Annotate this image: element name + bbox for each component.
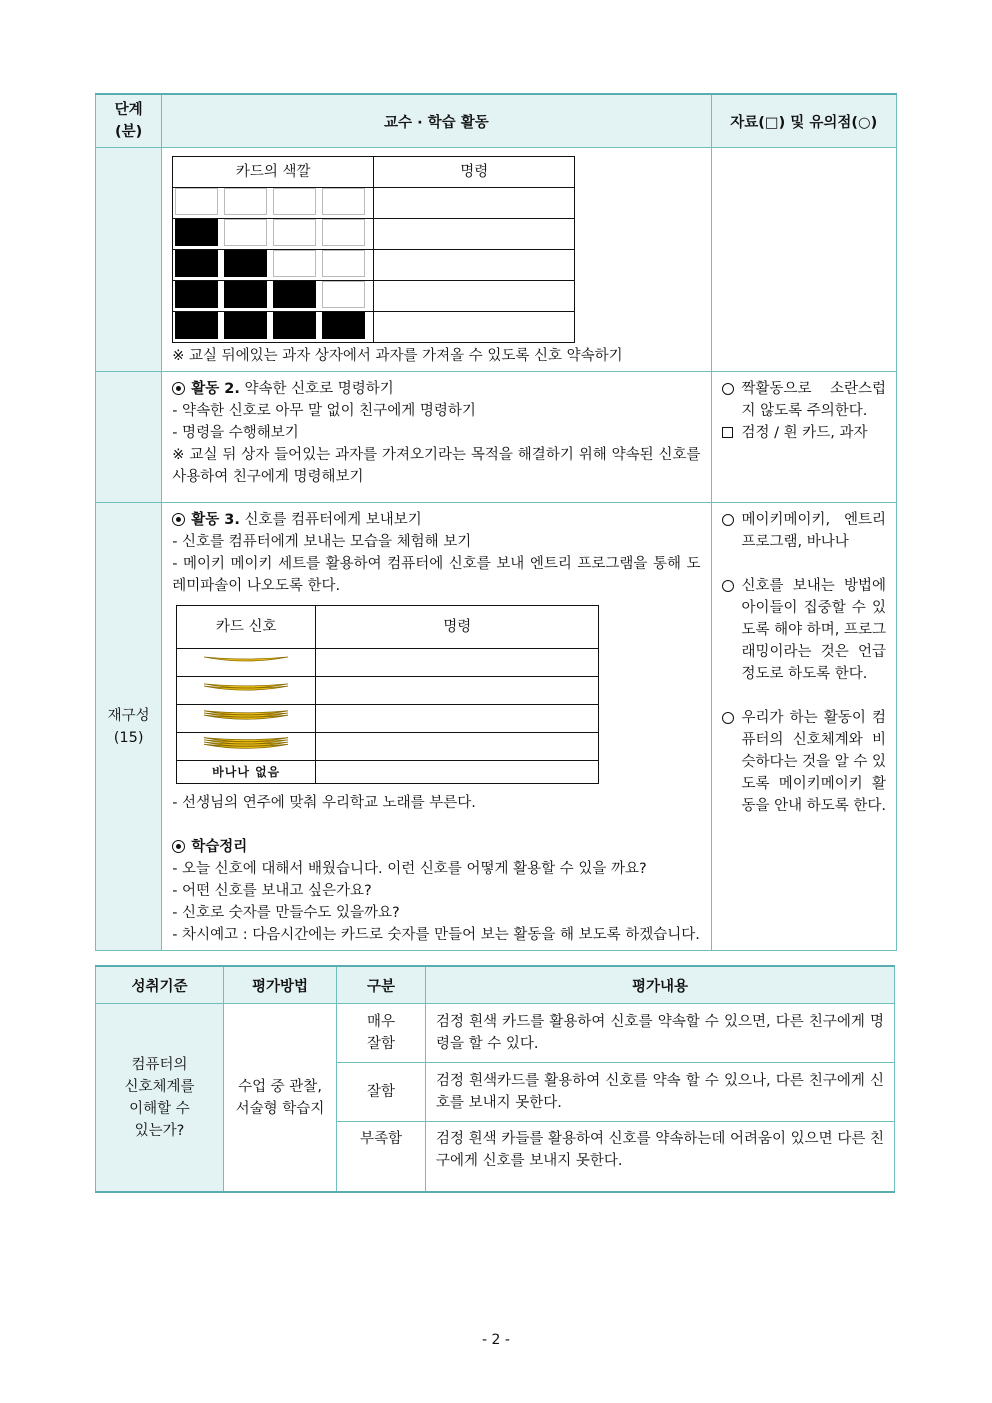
row-card-table [96,148,897,372]
black-card [175,219,218,246]
eval-content: 검정 흰색카드를 활용하여 신호를 약속 할 수 있으나, 다른 친구에게 신호를 보내지 못한다. [426,1063,895,1122]
command-cell [316,733,599,761]
card-color-cell [173,250,374,281]
stage-minutes: (15) [113,729,144,746]
summary-line: - 어떤 신호를 보내고 싶은가요? [172,883,372,899]
summary-line: - 차시예고 : 다음시간에는 카드로 숫자를 만들어 보는 활동을 해 보도록 하겠습니다. [172,927,700,943]
target-bullet-icon [172,513,185,526]
eval-level: 잘함 [337,1063,426,1122]
banana-row [177,677,599,705]
command-cell [374,281,575,312]
banana-row-none [177,761,599,784]
card-row [173,188,575,219]
command-cell [374,219,575,250]
circle-icon [722,383,734,395]
activity-3-cell [162,503,711,951]
white-card [322,250,365,277]
summary-lines [172,858,700,946]
material-item [722,707,886,817]
target-bullet-icon [172,382,185,395]
command-cell [374,250,575,281]
summary-line: - 오늘 신호에 대해서 배웠습니다. 이런 신호를 어떻게 활용할 수 있을 까요? [172,861,647,877]
banana-signal-table [176,605,599,784]
black-card [175,312,218,339]
circle-bullet-icon [722,575,742,685]
card-row [173,219,575,250]
banana-icon [196,733,296,753]
circle-bullet-icon [722,509,742,553]
black-card [273,281,316,308]
card-color-table [172,156,575,343]
banana-cell [177,733,316,761]
card-table-header [173,157,575,188]
material-text: 신호를 보내는 방법에 아이들이 집중할 수 있도록 해야 하며, 프로그래밍이라는 것은 언급 정도로 하도록 한다. [741,578,887,682]
lesson-plan-table [95,93,897,951]
evaluation-table [95,965,895,1193]
header-stage: 단계 (분) [96,94,162,148]
activity-3-title: 활동 3. 신호를 컴퓨터에게 보내보기 [172,509,700,531]
summary-title: 학습정리 [172,836,700,858]
material-text: 우리가 하는 활동이 컴퓨터의 신호체계와 비슷하다는 것을 알 수 있도록 메이키메이키 활동을 안내 하도록 한다. [741,710,887,814]
white-card [322,219,365,246]
command-cell [374,188,575,219]
banana-table-header [177,606,599,649]
eval-level: 매우 잘함 [337,1004,426,1063]
header-activity: 교수 · 학습 활동 [162,94,711,148]
material-item [722,378,886,422]
stage-cell-empty-2 [96,372,162,503]
lesson-plan-header-row [96,94,897,148]
card-table-note: ※ 교실 뒤에있는 과자 상자에서 과자를 가져올 수 있도록 신호 약속하기 [172,348,623,364]
card-squares [173,281,373,308]
eval-header-content: 평가내용 [426,966,895,1004]
banana-cell [177,649,316,677]
black-card [273,312,316,339]
target-bullet-icon [172,840,185,853]
row-activity-2 [96,372,897,503]
circle-icon [722,712,734,724]
command-cell [316,761,599,784]
activity-3-lines [172,531,700,597]
activity-2-line: - 약속한 신호로 아무 말 없이 친구에게 명령하기 [172,403,476,419]
header-materials: 자료(□) 및 유의점(○) [711,94,896,148]
eval-standard: 컴퓨터의 신호체계를 이해할 수 있는가? [96,1004,224,1193]
banana-row [177,705,599,733]
activity-2-title: 활동 2. 약속한 신호로 명령하기 [172,378,700,400]
card-signal-header: 카드 신호 [177,606,316,649]
banana-cell [177,705,316,733]
banana-cell [177,677,316,705]
black-card [224,250,267,277]
activity-2-materials [711,372,896,503]
activity-2-note: ※ 교실 뒤 상자 들어있는 과자를 가져오기라는 목적을 해결하기 위해 약속된 신호를 사용하여 친구에게 명령해보기 [172,447,701,485]
eval-method: 수업 중 관찰, 서술형 학습지 [224,1004,337,1193]
material-item [722,575,886,685]
material-item [722,422,886,444]
white-card [273,250,316,277]
command-cell [316,705,599,733]
activity-3-line: - 메이키 메이키 세트를 활용하여 컴퓨터에 신호를 보내 엔트리 프로그램을 통해 도레미파솔이 나오도록 한다. [172,556,701,594]
black-card [224,281,267,308]
material-item [722,509,886,553]
material-text: 짝활동으로 소란스럽지 않도록 주의한다. [741,381,886,419]
white-card [224,188,267,215]
eval-header-method: 평가방법 [224,966,337,1004]
activity-2-lines [172,400,700,444]
card-row [173,312,575,343]
white-card [322,281,365,308]
card-activity-cell [162,148,711,372]
card-squares [173,188,373,215]
eval-header-standard: 성취기준 [96,966,224,1004]
no-banana-label: 바나나 없음 [177,761,316,784]
command-cell [316,677,599,705]
card-row [173,250,575,281]
activity-3-materials [711,503,896,951]
banana-row [177,649,599,677]
stage-cell-empty [96,148,162,372]
white-card [322,188,365,215]
row-activity-3 [96,503,897,951]
summary-line: - 신호로 숫자를 만들수도 있을까요? [172,905,400,921]
white-card [273,188,316,215]
command-header: 명령 [374,157,575,188]
card-color-cell [173,188,374,219]
banana-icon [196,649,296,669]
card-squares [173,250,373,277]
white-card [175,188,218,215]
material-text: 메이키메이키, 엔트리 프로그램, 바나나 [741,512,886,550]
black-card [175,281,218,308]
card-row [173,281,575,312]
square-bullet-icon [722,422,742,444]
card-squares [173,219,373,246]
eval-content: 검정 흰색 카들를 활용하여 신호를 약속하는데 어려움이 있으면 다른 친구에게 신호를 보내지 못한다. [426,1122,895,1193]
stage-cell-reconstruct [96,503,162,951]
square-icon [722,427,733,438]
command-cell [374,312,575,343]
banana-row [177,733,599,761]
card-color-header: 카드의 색깔 [173,157,374,188]
materials-cell-empty [711,148,896,372]
page-number: - 2 - [482,1332,510,1348]
card-color-cell [173,219,374,250]
white-card [224,219,267,246]
eval-row [96,1004,895,1063]
banana-icon [196,705,296,725]
activity-2-cell [162,372,711,503]
activity-3-line: - 신호를 컴퓨터에게 보내는 모습을 체험해 보기 [172,534,472,550]
eval-header-level: 구분 [337,966,426,1004]
black-card [224,312,267,339]
eval-level: 부족함 [337,1122,426,1193]
black-card [175,250,218,277]
circle-icon [722,580,734,592]
stage-name: 재구성 [107,707,150,724]
circle-icon [722,514,734,526]
banana-icon [196,677,296,697]
card-color-cell [173,281,374,312]
card-color-cell [173,312,374,343]
command-cell [316,649,599,677]
circle-bullet-icon [722,378,742,422]
activity-3-after: - 선생님의 연주에 맞춰 우리학교 노래를 부른다. [172,795,476,811]
circle-bullet-icon [722,707,742,817]
card-squares [173,312,373,339]
activity-2-line: - 명령을 수행해보기 [172,425,299,441]
evaluation-header-row [96,966,895,1004]
material-text: 검정 / 흰 카드, 과자 [741,425,868,441]
white-card [273,219,316,246]
black-card [322,312,365,339]
eval-content: 검정 흰색 카드를 활용하여 신호를 약속할 수 있으면, 다른 친구에게 명령을 할 수 있다. [426,1004,895,1063]
banana-shape [204,657,288,661]
command-header-2: 명령 [316,606,599,649]
